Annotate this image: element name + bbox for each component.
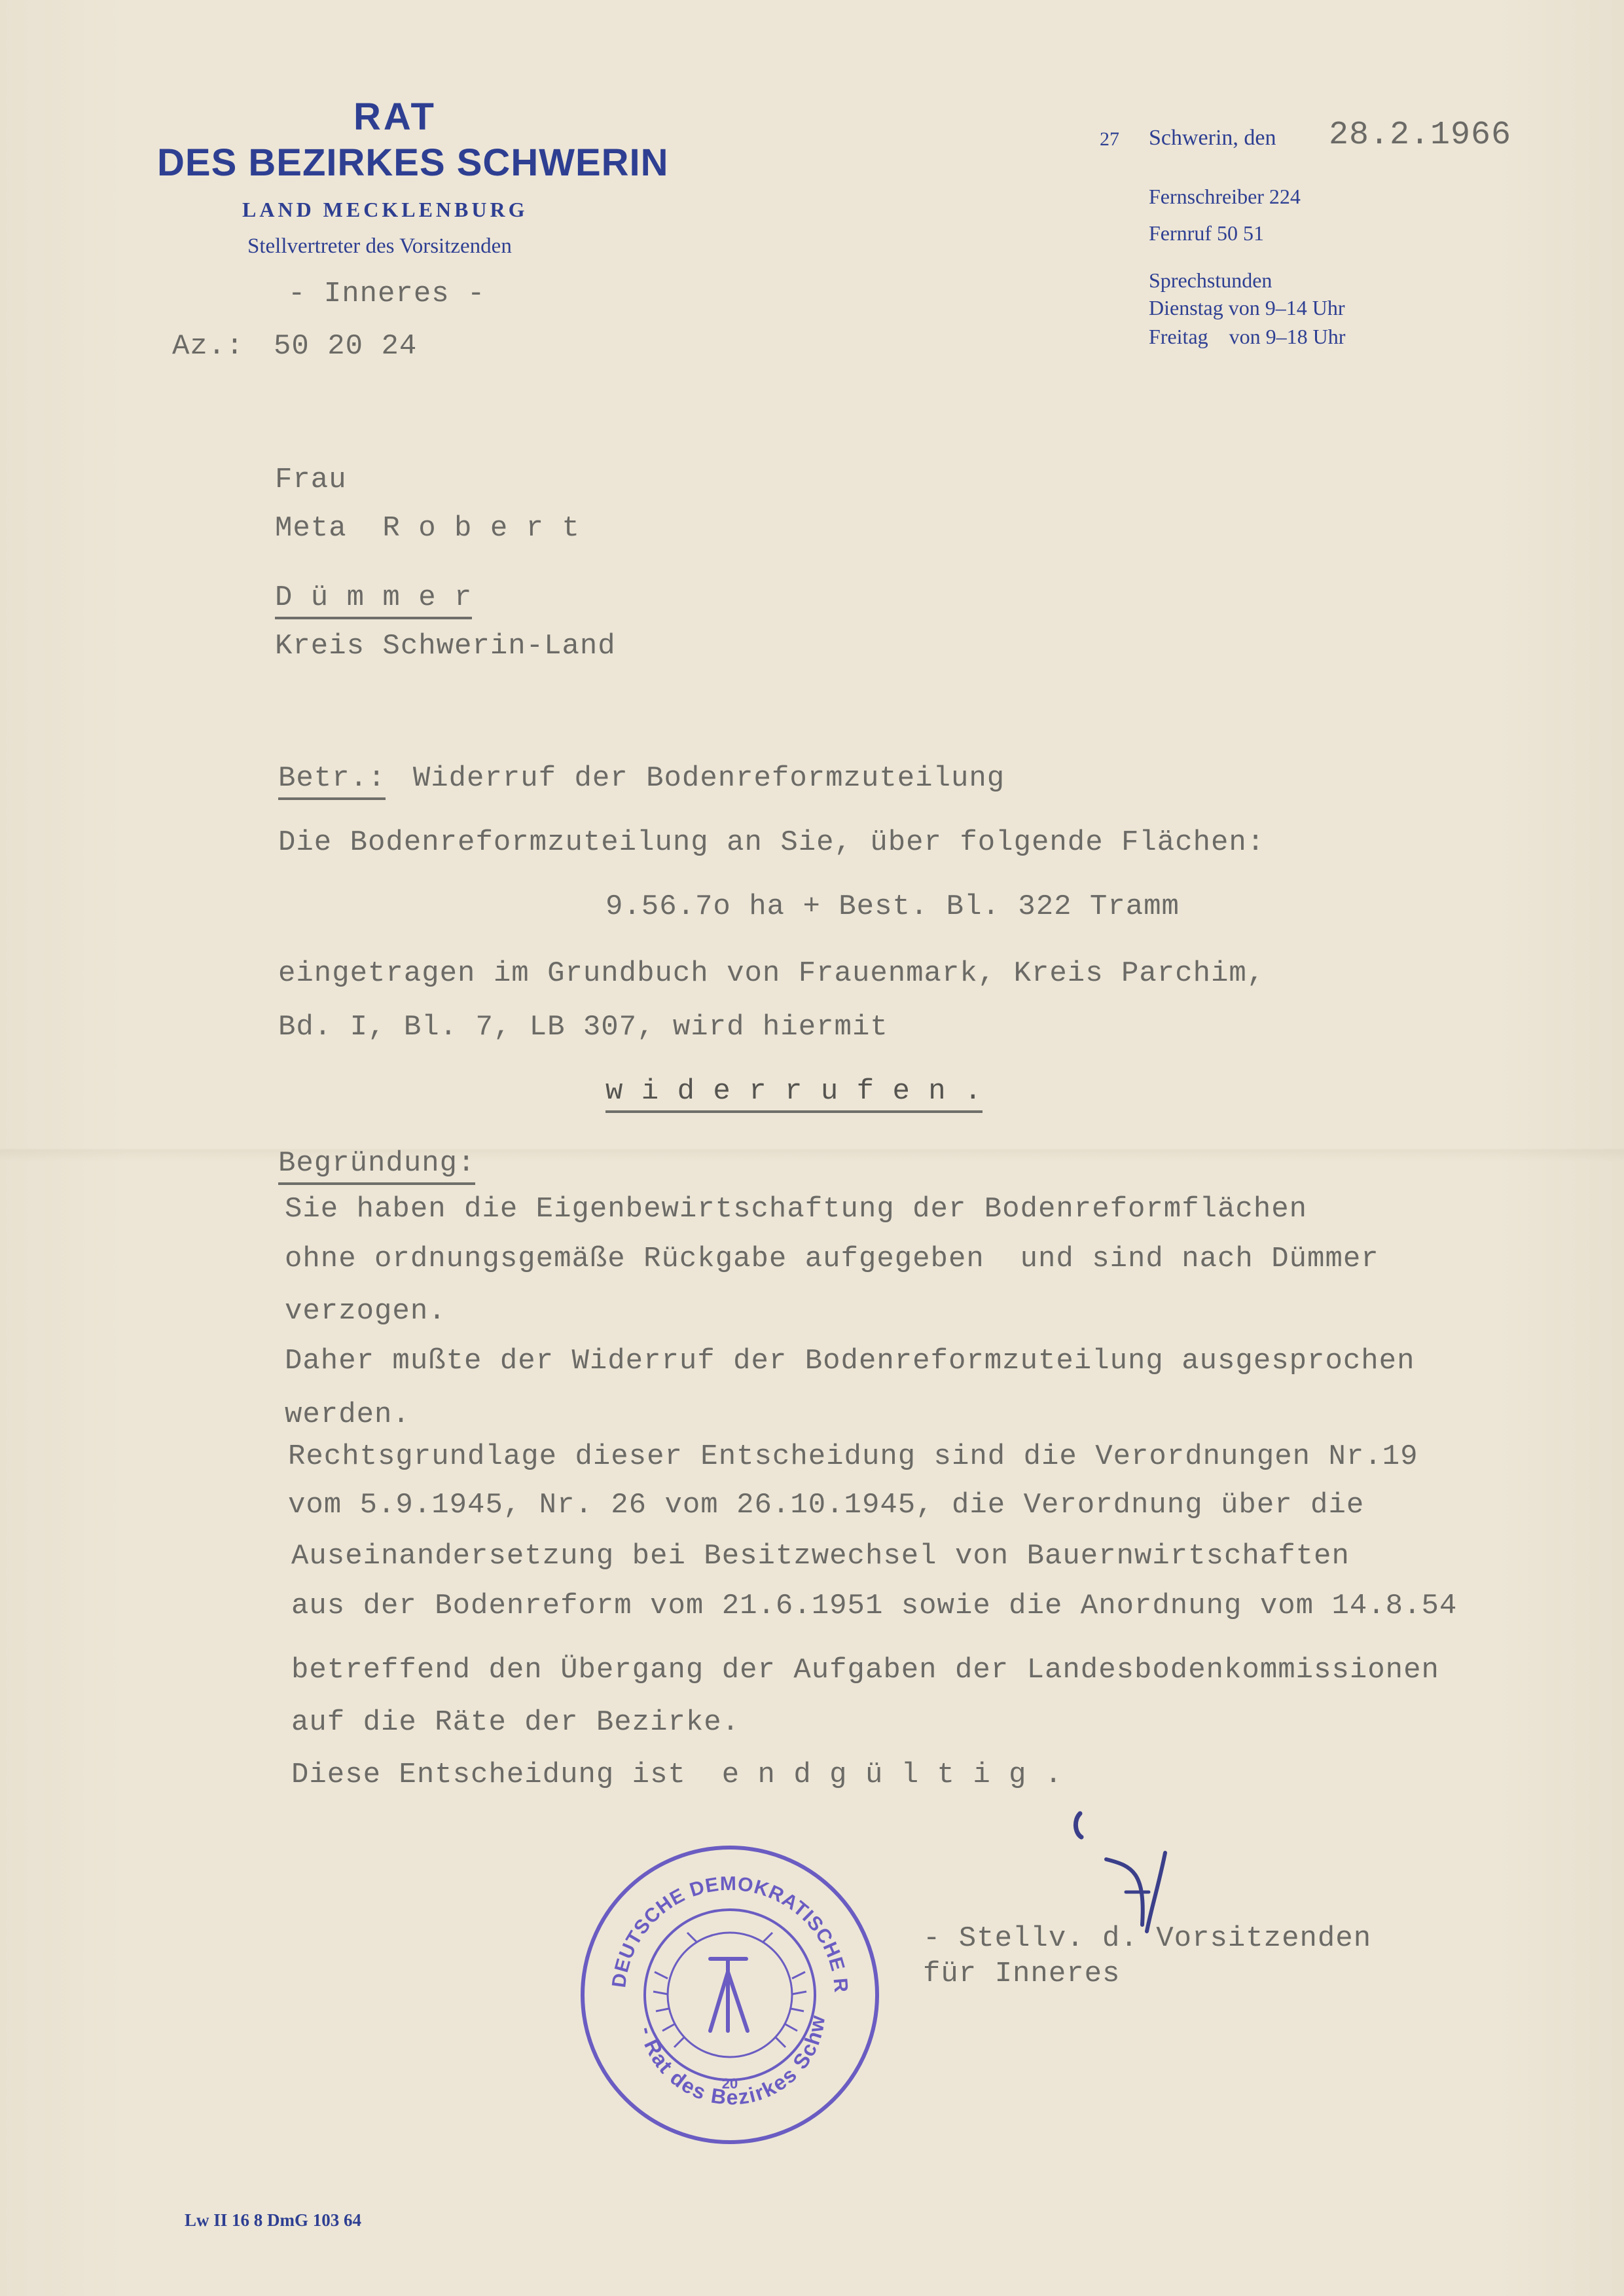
reason-line: werden. xyxy=(285,1398,410,1431)
reference-number xyxy=(172,330,417,363)
signature-line-2: für Inneres xyxy=(923,1958,1121,1990)
body-line-2: eingetragen im Grundbuch von Frauenmark, Kreis Parchim, xyxy=(278,957,1265,990)
reason-line: auf die Räte der Bezirke. xyxy=(291,1706,740,1739)
body-line-3: Bd. I, Bl. 7, LB 307, wird hiermit xyxy=(278,1011,888,1044)
recipient-place: D ü m m e r xyxy=(275,581,472,619)
reason-line: verzogen. xyxy=(285,1295,446,1328)
revoked-word: w i d e r r u f e n . xyxy=(605,1075,983,1113)
reason-line: Diese Entscheidung ist e n d g ü l t i g . xyxy=(291,1758,1063,1791)
signature-line-1: - Stellv. d. Vorsitzenden xyxy=(923,1922,1372,1955)
stamp-text-top: DEUTSCHE DEMOKRATISCHE R xyxy=(608,1872,852,1994)
recipient-salutation: Frau xyxy=(275,464,347,496)
handwritten-signature xyxy=(1034,1794,1204,1938)
reason-line: vom 5.9.1945, Nr. 26 vom 26.10.1945, die Verordnung über die xyxy=(288,1489,1365,1522)
subject-line xyxy=(278,762,1005,795)
city-label: Schwerin, den xyxy=(1149,126,1276,150)
dienstag-hours: Dienstag von 9–14 Uhr xyxy=(1149,296,1345,319)
seal-icon xyxy=(576,1841,884,2149)
reference-value: 50 20 24 xyxy=(274,330,418,363)
letter-date: 28.2.1966 xyxy=(1329,117,1512,154)
subject-text: Widerruf der Bodenreformzuteilung xyxy=(412,762,1005,795)
body-line-1: Die Bodenreformzuteilung an Sie, über folgende Flächen: xyxy=(278,826,1265,859)
department-line: - Inneres - xyxy=(288,278,486,310)
reason-line: Sie haben die Eigenbewirtschaftung der Bodenreformflächen xyxy=(285,1193,1308,1226)
org-line-rat: RAT xyxy=(353,96,437,138)
area-line: 9.56.7o ha + Best. Bl. 322 Tramm xyxy=(605,890,1180,923)
reason-line: Rechtsgrundlage dieser Entscheidung sind die Verordnungen Nr.19 xyxy=(288,1440,1418,1473)
region-line: LAND MECKLENBURG xyxy=(242,198,528,221)
reference-label: Az.: xyxy=(172,330,244,363)
recipient-name: Meta R o b e r t xyxy=(275,512,580,545)
org-line-bezirk: DES BEZIRKES SCHWERIN xyxy=(157,141,669,184)
fernschreiber-line: Fernschreiber 224 xyxy=(1149,185,1301,208)
official-stamp xyxy=(576,1841,884,2149)
subject-label: Betr.: xyxy=(278,762,386,800)
role-line: Stellvertreter des Vorsitzenden xyxy=(247,234,512,258)
freitag-hours: Freitag von 9–18 Uhr xyxy=(1149,325,1346,348)
recipient-district: Kreis Schwerin-Land xyxy=(275,630,616,663)
stamp-text-bottom: - Rat des Bezirkes Schw xyxy=(635,2013,830,2109)
reason-line: Daher mußte der Widerruf der Bodenreformzuteilung ausgesprochen xyxy=(285,1345,1415,1377)
reason-line: Auseinandersetzung bei Besitzwechsel von Bauernwirtschaften xyxy=(291,1540,1350,1573)
sprechstunden-line: Sprechstunden xyxy=(1149,268,1272,292)
reason-line: aus der Bodenreform vom 21.6.1951 sowie die Anordnung vom 14.8.54 xyxy=(291,1590,1458,1622)
reason-line: ohne ordnungsgemäße Rückgabe aufgegeben und sind nach Dümmer xyxy=(285,1243,1379,1275)
stamp-number: 20 xyxy=(721,2075,738,2092)
postcode: 27 xyxy=(1100,128,1119,150)
form-code: Lw II 16 8 DmG 103 64 xyxy=(185,2210,362,2230)
fernruf-line: Fernruf 50 51 xyxy=(1149,221,1264,245)
reason-heading: Begründung: xyxy=(278,1147,475,1185)
reason-line: betreffend den Übergang der Aufgaben der Landesbodenkommissionen xyxy=(291,1654,1439,1686)
